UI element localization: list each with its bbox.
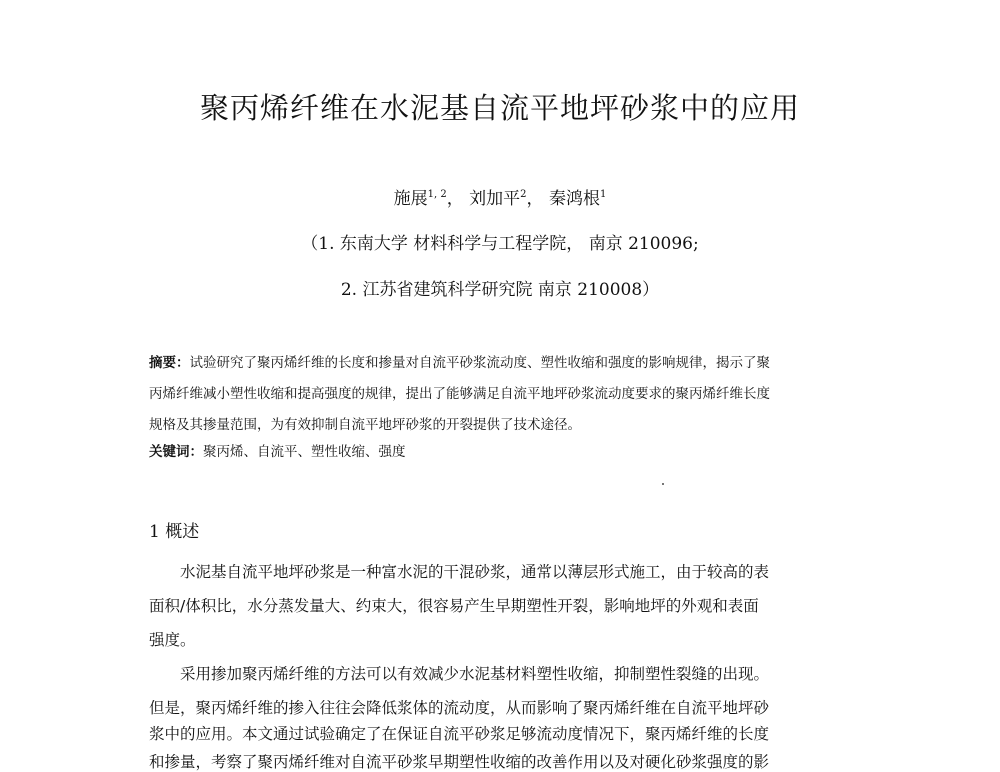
abstract-line: 丙烯纤维减小塑性收缩和提高强度的规律，提出了能够满足自流平地坪砂浆流动度要求的聚丙烯纤维长度 bbox=[149, 386, 770, 402]
body-line: 浆中的应用。本文通过试验确定了在保证自流平砂浆足够流动度情况下，聚丙烯纤维的长度 bbox=[149, 725, 770, 743]
author-separator: ， bbox=[526, 189, 544, 209]
abstract-text: 试验研究了聚丙烯纤维的长度和掺量对自流平砂浆流动度、塑性收缩和强度的影响规律，揭示了聚 bbox=[189, 355, 770, 371]
body-line: 但是，聚丙烯纤维的掺入往往会降低浆体的流动度，从而影响了聚丙烯纤维在自流平地坪砂 bbox=[149, 699, 770, 717]
author-affiliation-mark: 1 bbox=[599, 189, 607, 200]
keywords-text: 聚丙烯、自流平、塑性收缩、强度 bbox=[203, 444, 406, 460]
abstract-line bbox=[149, 348, 861, 379]
author-name: 施展 bbox=[393, 189, 428, 209]
body-line: 采用掺加聚丙烯纤维的方法可以有效减少水泥基材料塑性收缩，抑制塑性裂缝的出现。 bbox=[149, 665, 770, 683]
abstract bbox=[149, 348, 861, 441]
abstract-label: 摘要： bbox=[149, 355, 190, 371]
author-name: 秦鸿根 bbox=[548, 189, 600, 209]
body-line-clipped: 和掺量，考察了聚丙烯纤维对自流平砂浆早期塑性收缩的改善作用以及对硬化砂浆强度的影 bbox=[149, 753, 770, 771]
section-title: 概述 bbox=[165, 522, 200, 542]
keywords bbox=[149, 440, 406, 460]
author-separator: ， bbox=[446, 189, 464, 209]
paper-title: 聚丙烯纤维在水泥基自流平地坪砂浆中的应用 bbox=[199, 91, 800, 125]
author-affiliation-mark: 1, 2 bbox=[427, 189, 447, 200]
body-line: 水泥基自流平地坪砂浆是一种富水泥的干混砂浆，通常以薄层形式施工，由于较高的表 bbox=[149, 563, 770, 581]
author-affiliation-mark: 2 bbox=[520, 189, 527, 200]
section-number: 1 bbox=[149, 522, 160, 542]
abstract-line: 规格及其掺量范围，为有效抑制自流平地坪砂浆的开裂提供了技术途径。 bbox=[149, 417, 581, 433]
body-line: 强度。 bbox=[149, 631, 196, 649]
body-line: 面积/体积比，水分蒸发量大、约束大，很容易产生早期塑性开裂，影响地坪的外观和表面 bbox=[149, 597, 759, 615]
section-heading bbox=[149, 517, 199, 542]
scan-artifact bbox=[662, 483, 664, 485]
keywords-label: 关键词： bbox=[149, 444, 203, 460]
affiliation-2: 2. 江苏省建筑科学研究院 南京 210008） bbox=[340, 280, 660, 300]
author-list bbox=[0, 184, 1000, 209]
affiliation-1: （1. 东南大学 材料科学与工程学院， 南京 210096; bbox=[301, 234, 699, 254]
author-name: 刘加平 bbox=[469, 189, 521, 209]
